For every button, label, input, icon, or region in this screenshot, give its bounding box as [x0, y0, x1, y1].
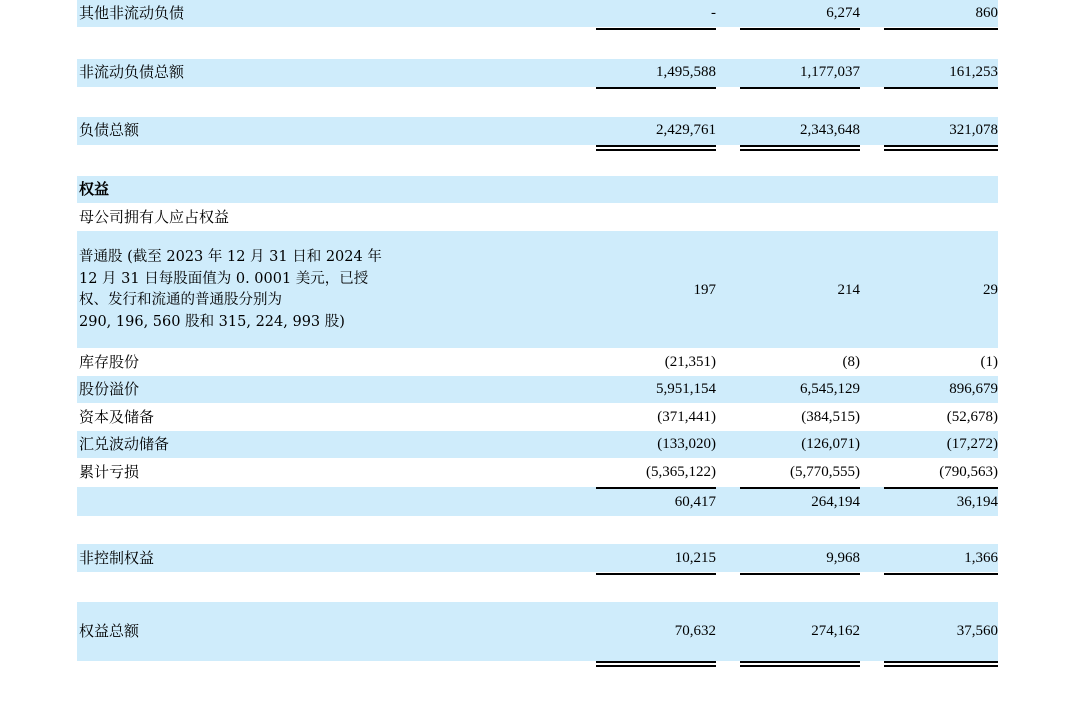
- underline-rule: [884, 28, 998, 30]
- subsection-heading-parent-equity: 母公司拥有人应占权益: [79, 208, 230, 226]
- label-line: 权、发行和流通的普通股分别为: [79, 292, 282, 308]
- double-underline-rule: [740, 145, 860, 151]
- value-cell: 6,274: [826, 5, 860, 21]
- value-cell: (21,351): [664, 354, 716, 370]
- double-underline-rule: [884, 145, 998, 151]
- value-cell: (52,678): [946, 409, 998, 425]
- value-cell: 197: [693, 282, 716, 298]
- row-label-total-liabilities: 负债总额: [79, 121, 140, 139]
- value-cell: (17,272): [946, 436, 998, 452]
- row-label-share-premium: 股份溢价: [79, 380, 140, 398]
- row-label-accumulated-losses: 累计亏损: [79, 463, 140, 481]
- underline-rule: [740, 573, 860, 575]
- value-cell: 37,560: [956, 623, 998, 639]
- value-cell: 10,215: [674, 550, 716, 566]
- row-label-ordinary-shares: [79, 247, 382, 333]
- value-cell: 70,632: [674, 623, 716, 639]
- value-cell: 1,366: [964, 550, 998, 566]
- double-underline-rule: [596, 145, 716, 151]
- value-cell: (126,071): [801, 436, 860, 452]
- row-label-noncontrolling-interests: 非控制权益: [79, 549, 155, 567]
- subtotal-cell: 264,194: [811, 494, 860, 510]
- label-line: 12 月 31 日每股面值为 0. 0001 美元，已授: [79, 270, 369, 287]
- underline-rule: [596, 87, 716, 89]
- value-cell: 896,679: [949, 381, 998, 397]
- value-cell: 274,162: [811, 623, 860, 639]
- value-cell: 5,951,154: [656, 381, 716, 397]
- underline-rule: [884, 573, 998, 575]
- value-cell: 1,495,588: [656, 64, 716, 80]
- value-cell: (133,020): [657, 436, 716, 452]
- row-label-fx-reserve: 汇兑波动储备: [79, 435, 170, 453]
- double-underline-rule: [740, 661, 860, 667]
- underline-rule: [740, 28, 860, 30]
- value-cell: (8): [842, 354, 860, 370]
- value-cell: 321,078: [949, 122, 998, 138]
- row-label-treasury-shares: 库存股份: [79, 353, 140, 371]
- subtotal-cell: 60,417: [674, 494, 716, 510]
- value-cell: (371,441): [657, 409, 716, 425]
- value-cell: (5,365,122): [646, 464, 716, 480]
- subtotal-cell: 36,194: [956, 494, 998, 510]
- value-cell: 2,429,761: [656, 122, 716, 138]
- underline-rule: [740, 87, 860, 89]
- underline-rule: [596, 28, 716, 30]
- row-label-capital-reserves: 资本及储备: [79, 408, 155, 426]
- value-cell: 214: [837, 282, 860, 298]
- value-cell: (1): [980, 354, 998, 370]
- section-heading-equity: 权益: [79, 180, 110, 198]
- row-label-other-noncurrent-liabilities: 其他非流动负债: [79, 4, 185, 22]
- value-cell: (5,770,555): [790, 464, 860, 480]
- value-cell: 161,253: [949, 64, 998, 80]
- value-cell: 29: [983, 282, 998, 298]
- value-cell: 6,545,129: [800, 381, 860, 397]
- row-label-total-equity: 权益总额: [79, 622, 140, 640]
- value-cell: 9,968: [826, 550, 860, 566]
- row-label-total-noncurrent-liabilities: 非流动负债总额: [79, 63, 185, 81]
- label-line: 普通股 (截至 2023 年 12 月 31 日和 2024 年: [79, 249, 382, 265]
- value-cell: (384,515): [801, 409, 860, 425]
- double-underline-rule: [884, 661, 998, 667]
- value-cell: 1,177,037: [800, 64, 860, 80]
- underline-rule: [596, 573, 716, 575]
- row-band: [77, 176, 998, 203]
- value-cell: 2,343,648: [800, 122, 860, 138]
- value-cell: -: [711, 5, 716, 21]
- value-cell: 860: [975, 5, 998, 21]
- value-cell: (790,563): [939, 464, 998, 480]
- underline-rule: [884, 87, 998, 89]
- label-line: 290, 196, 560 股和 315, 224, 993 股): [79, 313, 345, 330]
- double-underline-rule: [596, 661, 716, 667]
